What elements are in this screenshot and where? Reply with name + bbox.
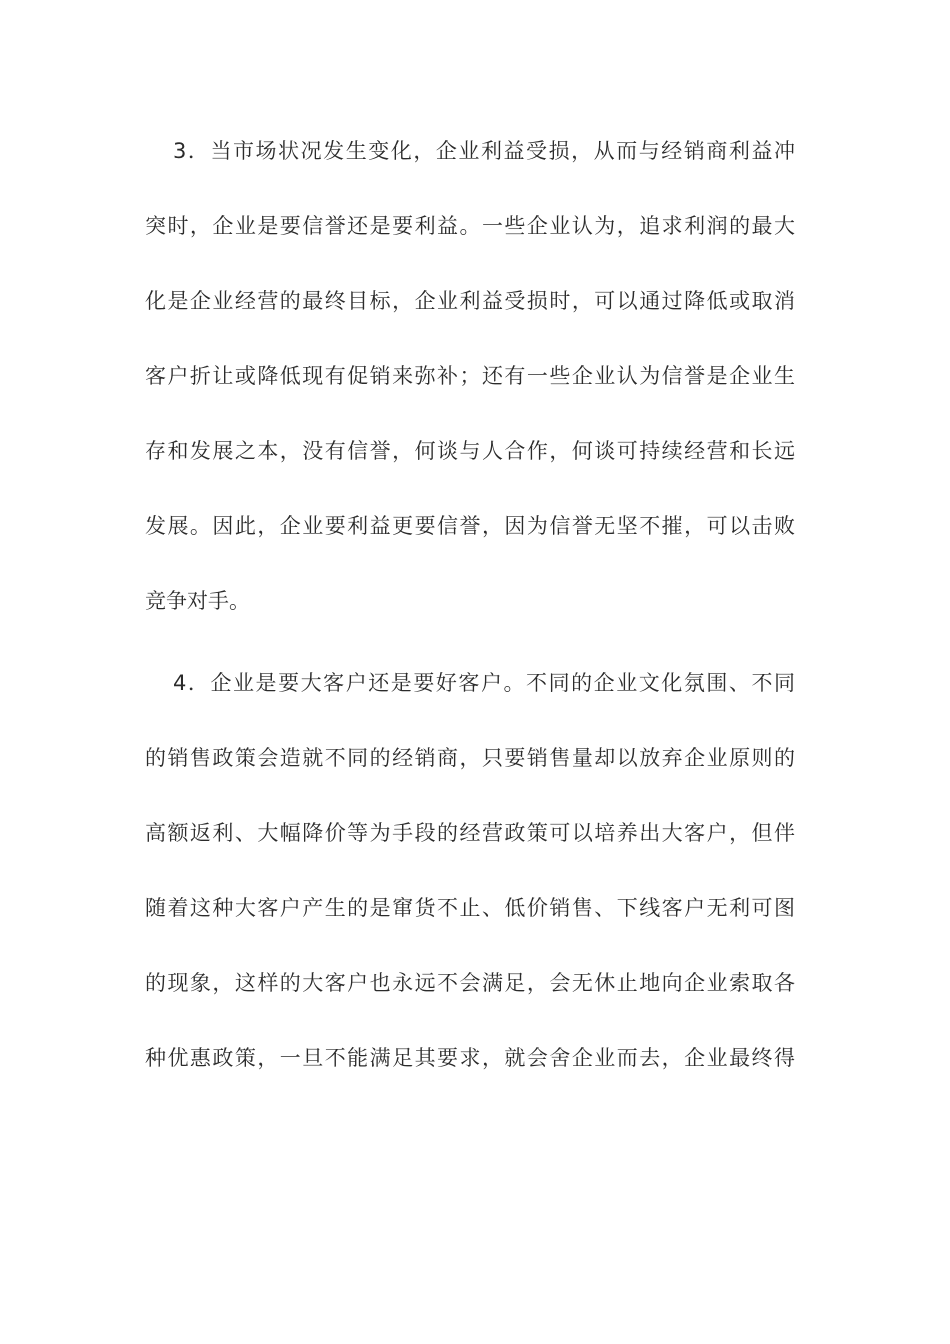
- paragraph-2-line-2: 的销售政策会造就不同的经销商，只要销售量却以放弃企业原则的: [145, 746, 795, 770]
- paragraph-1-line-7: 竞争对手。: [145, 589, 250, 613]
- paragraph-1-line-4: 客户折让或降低现有促销来弥补；还有一些企业认为信誉是企业生: [145, 364, 795, 388]
- paragraph-2-line-6: 种优惠政策，一旦不能满足其要求，就会舍企业而去，企业最终得: [145, 1046, 795, 1070]
- paragraph-2-line-1: 4．企业是要大客户还是要好客户。不同的企业文化氛围、不同: [173, 671, 795, 695]
- paragraph-2-line-4: 随着这种大客户产生的是窜货不止、低价销售、下线客户无利可图: [145, 896, 795, 920]
- paragraph-1-line-2: 突时，企业是要信誉还是要利益。一些企业认为，追求利润的最大: [145, 214, 795, 238]
- paragraph-2-line-3: 高额返利、大幅降价等为手段的经营政策可以培养出大客户，但伴: [145, 821, 795, 845]
- paragraph-1-line-5: 存和发展之本，没有信誉，何谈与人合作，何谈可持续经营和长远: [145, 439, 795, 463]
- paragraph-2-line-5: 的现象，这样的大客户也永远不会满足，会无休止地向企业索取各: [145, 971, 795, 995]
- paragraph-1-line-1: 3．当市场状况发生变化，企业利益受损，从而与经销商利益冲: [173, 139, 795, 163]
- paragraph-1-line-3: 化是企业经营的最终目标，企业利益受损时，可以通过降低或取消: [145, 289, 795, 313]
- paragraph-1-line-6: 发展。因此，企业要利益更要信誉，因为信誉无坚不摧，可以击败: [145, 514, 795, 538]
